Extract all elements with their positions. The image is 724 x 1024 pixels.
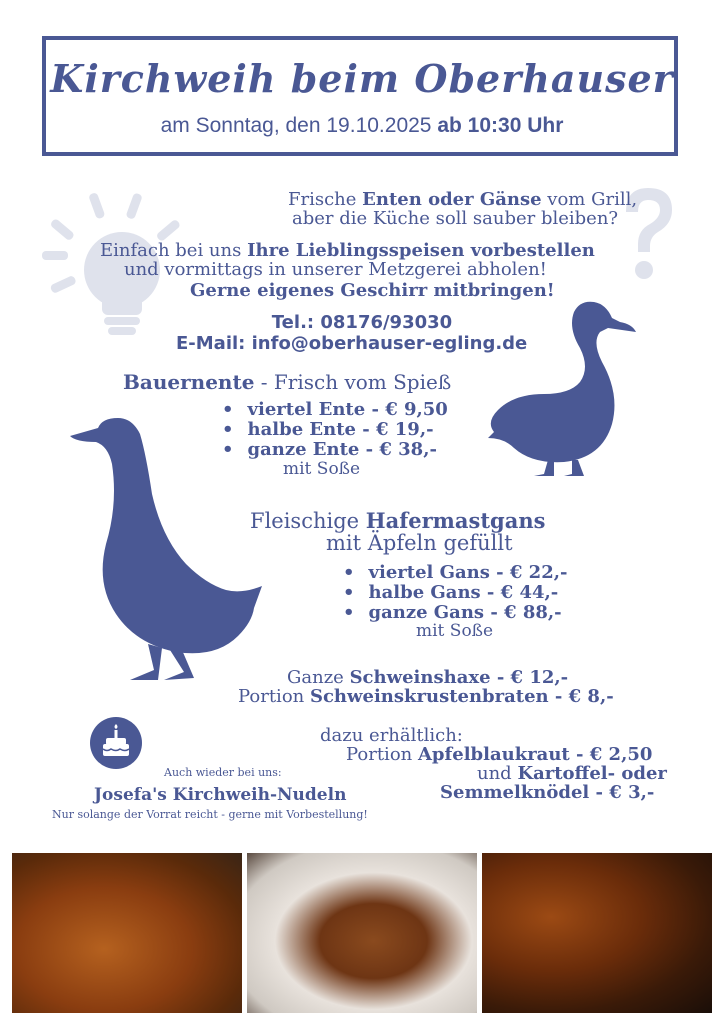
schweinshaxe-line: Ganze Schweinshaxe - € 12,- (287, 667, 569, 688)
gans-price-list (343, 563, 567, 623)
time-text: ab 10:30 Uhr (437, 114, 564, 137)
intro-line-2: aber die Küche soll sauber bleiben? (292, 208, 619, 229)
list-item: • halbe Gans - € 44,- (343, 583, 567, 603)
ente-note: mit Soße (283, 459, 361, 479)
gans-note: mit Soße (416, 621, 494, 641)
extras-line-2: und Kartoffel- oder (477, 763, 667, 784)
extras-line-3: Semmelknödel - € 3,- (440, 782, 655, 803)
duck-plate-photo (247, 853, 477, 1013)
intro-line-3: Einfach bei uns Ihre Lieblingsspeisen vorbestellen (100, 240, 595, 261)
intro-line-4: und vormittags in unserer Metzgerei abholen! (124, 259, 547, 280)
list-item: • ganze Gans - € 88,- (343, 603, 567, 623)
extras-heading: dazu erhältlich: (320, 725, 463, 746)
duck-icon (484, 298, 644, 478)
krustenbraten-line: Portion Schweinskrustenbraten - € 8,- (238, 686, 614, 707)
cake-icon (89, 716, 143, 770)
gans-subtitle: mit Äpfeln gefüllt (326, 531, 513, 555)
list-item: • halbe Ente - € 19,- (222, 420, 448, 440)
event-date (0, 114, 724, 138)
phone-number: Tel.: 08176/93030 (271, 312, 453, 333)
nudeln-title: Josefa's Kirchweih-Nudeln (94, 785, 347, 805)
extras-line-1: Portion Apfelblaukraut - € 2,50 (346, 744, 653, 765)
list-item: • viertel Ente - € 9,50 (222, 400, 448, 420)
rotisserie-ducks-photo (482, 853, 712, 1013)
list-item: • ganze Ente - € 38,- (222, 440, 448, 460)
ente-title: Bauernente - Frisch vom Spieß (123, 370, 452, 394)
intro-line-1: Frische Enten oder Gänse vom Grill, (288, 189, 638, 210)
email-address[interactable]: E-Mail: info@oberhauser-egling.de (176, 333, 528, 354)
page-title: Kirchweih beim Oberhauser (50, 56, 674, 101)
roast-goose-photo (12, 853, 242, 1013)
gans-title: Fleischige Hafermastgans (250, 508, 546, 533)
date-text: am Sonntag, den 19.10.2025 (160, 114, 432, 137)
nudeln-small: Auch wieder bei uns: (164, 766, 282, 779)
goose-icon (66, 414, 266, 689)
list-item: • viertel Gans - € 22,- (343, 563, 567, 583)
nudeln-note: Nur solange der Vorrat reicht - gerne mit Vorbestellung! (52, 808, 368, 821)
intro-line-5: Gerne eigenes Geschirr mitbringen! (190, 280, 555, 301)
